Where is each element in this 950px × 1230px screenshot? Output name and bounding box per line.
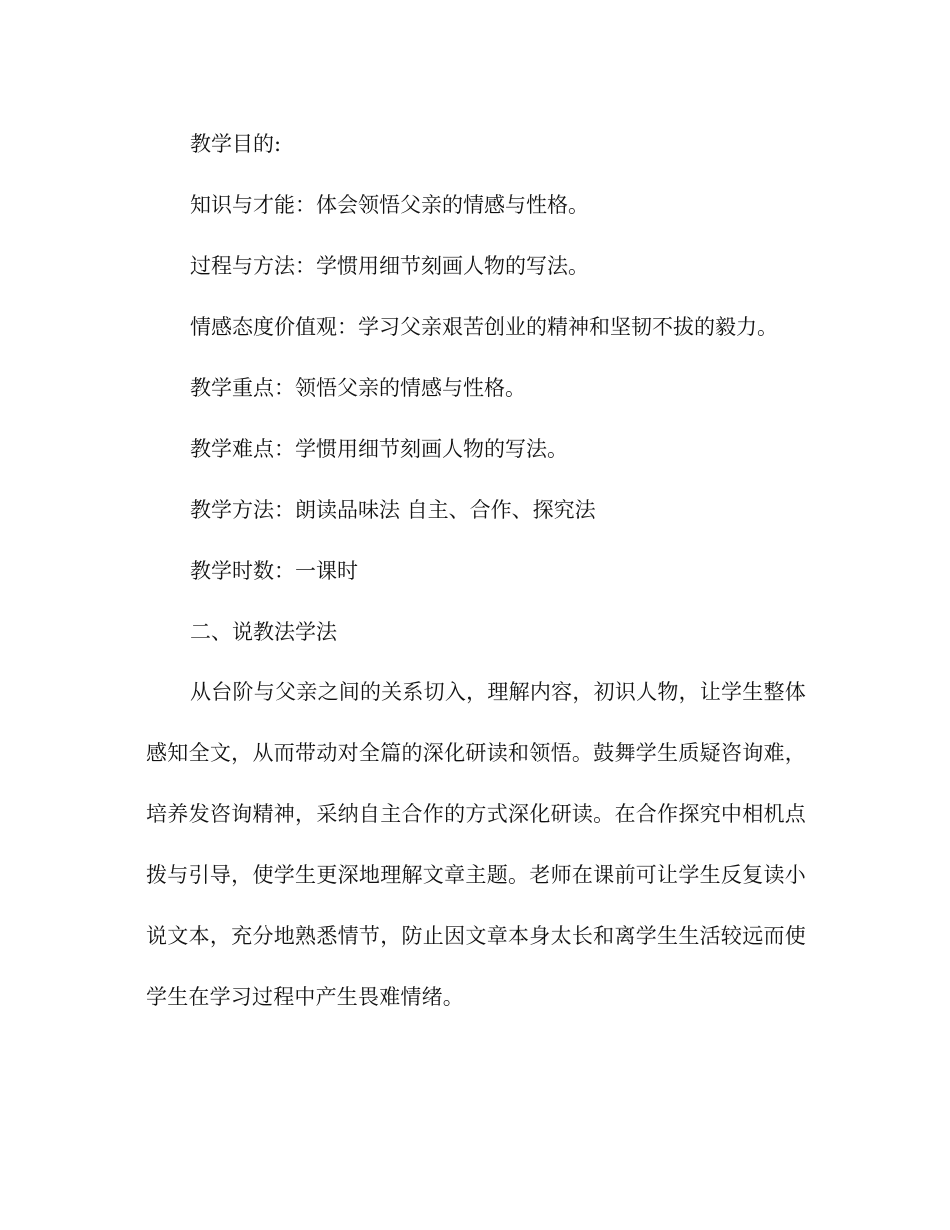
teaching-hours: 教学时数：一课时 (190, 559, 358, 583)
section-heading-teaching-learning-methods: 二、说教法学法 (190, 620, 337, 644)
objective-process-method: 过程与方法：学惯用细节刻画人物的写法。 (190, 254, 589, 278)
heading-teaching-objectives: 教学目的: (190, 132, 282, 156)
teaching-method: 教学方法：朗读品味法 自主、合作、探究法 (190, 498, 596, 522)
objective-knowledge-ability: 知识与才能：体会领悟父亲的情感与性格。 (190, 193, 589, 217)
teaching-difficult-point: 教学难点：学惯用细节刻画人物的写法。 (190, 437, 568, 461)
body-paragraph: 从台阶与父亲之间的关系切入，理解内容，初识人物，让学生整体感知全文，从而带动对全篇的深化研读和领悟。鼓舞学生质疑咨询难，培养发咨询精神，采纳自主合作的方式深化研读。在合作探究中相机点拨与引导，使学生更深地理解文章主题。老师在课前可让学生反复读小说文本，充分地熟悉情节，防止因文章本身太长和离学生生活较远而使学生在学习过程中产生畏难情绪。 (146, 680, 806, 1009)
teaching-key-point: 教学重点：领悟父亲的情感与性格。 (190, 376, 526, 400)
objective-emotion-values: 情感态度价值观：学习父亲艰苦创业的精神和坚韧不拔的毅力。 (190, 315, 778, 339)
